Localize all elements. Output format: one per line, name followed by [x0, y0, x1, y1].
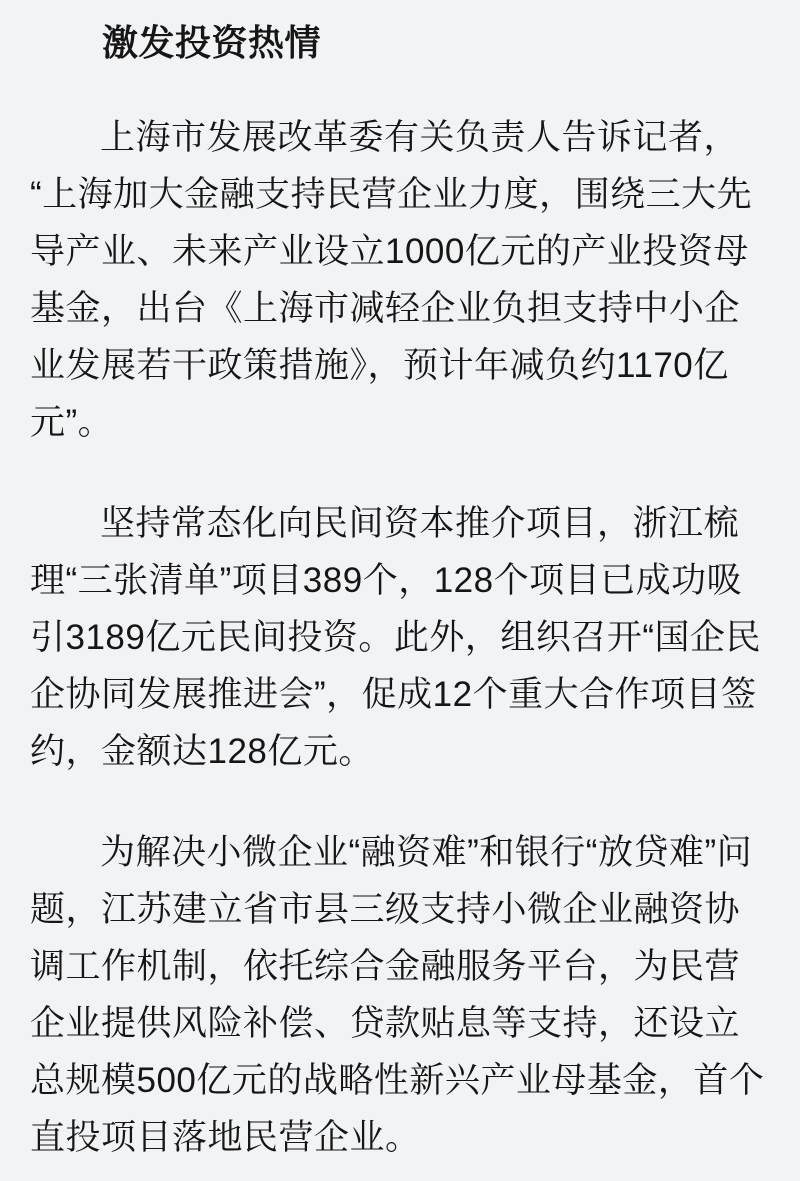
article-heading: 激发投资热情	[102, 22, 322, 63]
paragraph-line: 引3189亿元民间投资。此外，组织召开“国企民	[30, 618, 762, 657]
paragraph-line: 企协同发展推进会”，促成12个重大合作项目签	[30, 675, 757, 714]
paragraph-line: 总规模500亿元的战略性新兴产业母基金，首个	[30, 1061, 765, 1100]
paragraph-line: 调工作机制，依托综合金融服务平台，为民营	[30, 947, 741, 986]
paragraph-line: 约，金额达128亿元。	[30, 732, 374, 771]
paragraph-line: 为解决小微企业“融资难”和银行“放贷难”问	[100, 833, 753, 872]
paragraph	[30, 824, 770, 1166]
paragraph-line: 直投项目落地民营企业。	[30, 1118, 421, 1157]
paragraph-line: 题，江苏建立省市县三级支持小微企业融资协	[30, 890, 741, 929]
paragraph-line: 业发展若干政策措施》，预计年减负约1170亿	[30, 346, 729, 385]
paragraph	[30, 109, 770, 451]
paragraph-line: 基金，出台《上海市减轻企业负担支持中小企	[30, 289, 741, 328]
paragraph-line: 理“三张清单”项目389个，128个项目已成功吸	[30, 561, 743, 600]
paragraph-line: 企业提供风险补偿、贷款贴息等支持，还设立	[30, 1004, 741, 1043]
paragraph	[30, 495, 770, 780]
paragraph-line: 坚持常态化向民间资本推介项目，浙江梳	[100, 504, 740, 543]
article-body	[30, 109, 770, 1166]
paragraph-line: 元”。	[30, 403, 114, 442]
paragraph-line: “上海加大金融支持民营企业力度，围绕三大先	[30, 175, 753, 214]
paragraph-line: 上海市发展改革委有关负责人告诉记者，	[100, 118, 740, 157]
article	[30, 14, 770, 1166]
paragraph-line: 导产业、未来产业设立1000亿元的产业投资母	[30, 232, 749, 271]
